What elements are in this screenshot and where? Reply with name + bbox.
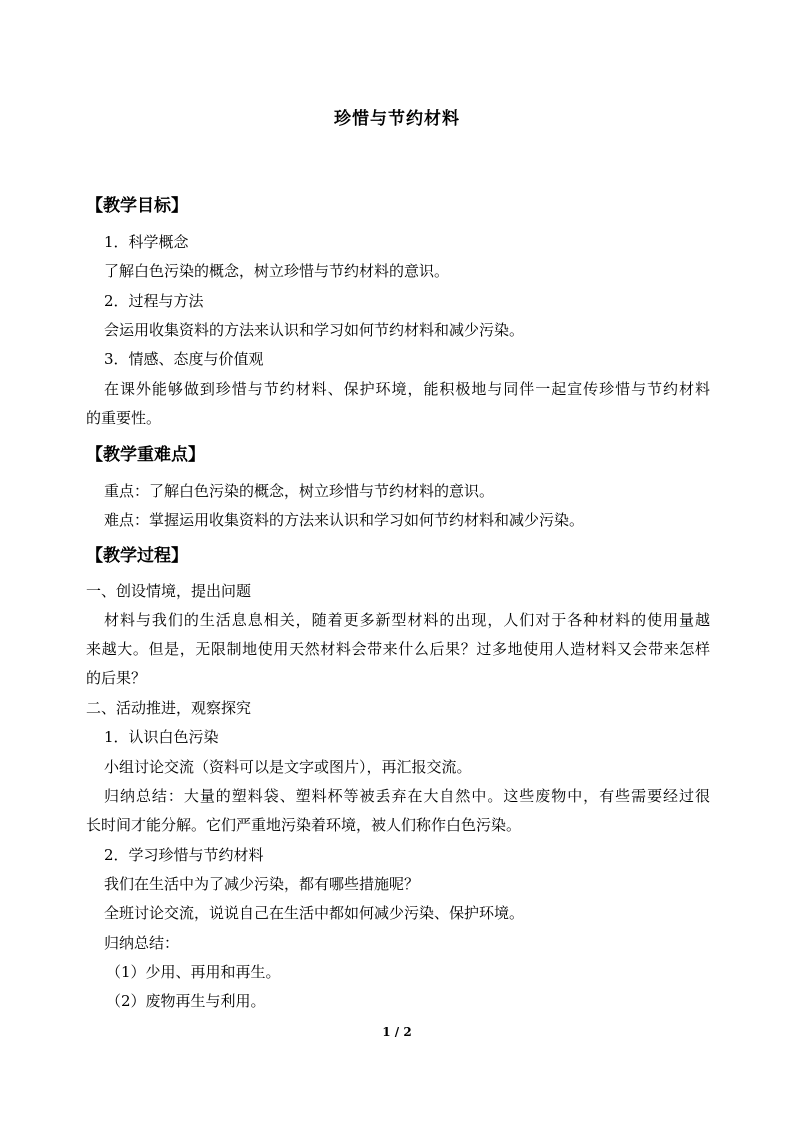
- paragraph-line: 重点：了解白色污染的概念，树立珍惜与节约材料的意识。: [104, 482, 495, 500]
- paragraph-line: 归纳总结：: [104, 934, 180, 952]
- paragraph-line: 1．认识白色污染: [104, 728, 219, 746]
- paragraph-line: （2）废物再生与利用。: [106, 992, 266, 1010]
- paragraph-line: 了解白色污染的概念，树立珍惜与节约材料的意识。: [104, 262, 450, 280]
- paragraph-line: 的重要性。: [86, 409, 162, 427]
- paragraph-line: 长时间才能分解。它们严重地污染着环境，被人们称作白色污染。: [86, 816, 522, 834]
- paragraph-line: 难点：掌握运用收集资料的方法来认识和学习如何节约材料和减少污染。: [104, 511, 585, 529]
- paragraph-line: 的后果？: [86, 669, 147, 687]
- paragraph-line: 2．过程与方法: [104, 292, 204, 310]
- paragraph-line: 小组讨论交流（资料可以是文字或图片），再汇报交流。: [104, 758, 472, 776]
- paragraph-line: （1）少用、再用和再生。: [106, 963, 281, 981]
- paragraph-line: 来越大。但是，无限制地使用天然材料会带来什么后果？过多地使用人造材料又会带来怎样: [86, 640, 710, 658]
- paragraph-line: 在课外能够做到珍惜与节约材料、保护环境，能积极地与同伴一起宣传珍惜与节约材料: [104, 380, 710, 398]
- section-heading-objectives: 【教学目标】: [86, 196, 188, 216]
- paragraph-line: 一、创设情境，提出问题: [86, 582, 252, 600]
- section-heading-key-points: 【教学重难点】: [86, 445, 205, 465]
- paragraph-line: 1．科学概念: [104, 233, 189, 251]
- document-title: 珍惜与节约材料: [334, 109, 460, 129]
- paragraph-line: 3．情感、态度与价值观: [104, 350, 264, 368]
- paragraph-line: 会运用收集资料的方法来认识和学习如何节约材料和减少污染。: [104, 321, 525, 339]
- paragraph-line: 二、活动推进，观察探究: [86, 699, 252, 717]
- page-number: 1 / 2: [382, 1025, 412, 1039]
- paragraph-line: 全班讨论交流，说说自己在生活中都如何减少污染、保护环境。: [104, 904, 525, 922]
- section-heading-process: 【教学过程】: [86, 546, 188, 566]
- paragraph-line: 2．学习珍惜与节约材料: [104, 846, 264, 864]
- paragraph-line: 归纳总结：大量的塑料袋、塑料杯等被丢弃在大自然中。这些废物中，有些需要经过很: [104, 787, 710, 805]
- paragraph-line: 我们在生活中为了减少污染，都有哪些措施呢？: [104, 875, 420, 893]
- paragraph-line: 材料与我们的生活息息相关，随着更多新型材料的出现，人们对于各种材料的使用量越: [104, 611, 710, 629]
